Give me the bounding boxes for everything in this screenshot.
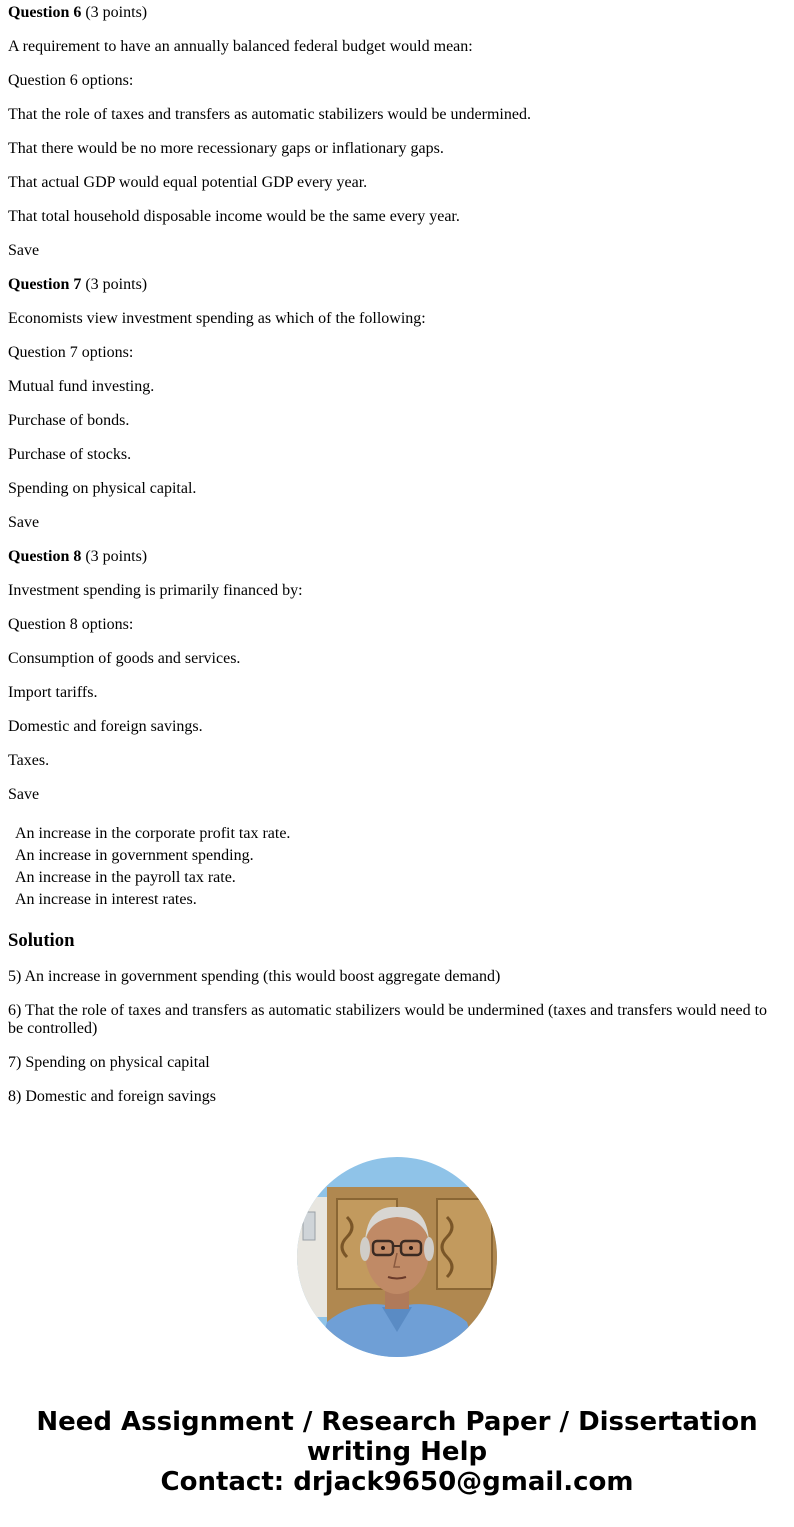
question-header [8, 4, 786, 22]
option-2[interactable]: Purchase of bonds. [8, 412, 130, 429]
save-button[interactable]: Save [8, 514, 40, 531]
options-label: Question 8 options: [8, 616, 134, 633]
option-4[interactable]: Spending on physical capital. [8, 480, 197, 497]
question-header [8, 276, 786, 294]
options-label: Question 7 options: [8, 344, 134, 361]
question-points: (3 points) [85, 4, 148, 21]
save-button[interactable]: Save [8, 242, 40, 259]
list-item: An increase in government spending. [15, 847, 254, 864]
promo-banner [0, 1407, 794, 1497]
option-2[interactable]: That there would be no more recessionary gaps or inflationary gaps. [8, 140, 444, 157]
question-header [8, 548, 786, 566]
question-number: Question 7 [8, 276, 82, 293]
option-3[interactable]: Domestic and foreign savings. [8, 718, 203, 735]
list-item: An increase in the payroll tax rate. [15, 869, 236, 886]
question-prompt: A requirement to have an annually balanced federal budget would mean: [8, 38, 473, 55]
option-3[interactable]: Purchase of stocks. [8, 446, 132, 463]
promo-line-1: Need Assignment / Research Paper / Dissertation [36, 1407, 758, 1437]
portrait-image [297, 1157, 497, 1357]
question-6 [8, 4, 786, 260]
question-points: (3 points) [85, 548, 148, 565]
option-4[interactable]: Taxes. [8, 752, 50, 769]
document-body [0, 4, 794, 1106]
question-number: Question 6 [8, 4, 82, 21]
solution-line: 8) Domestic and foreign savings [8, 1088, 216, 1105]
solution-section [8, 930, 786, 1106]
question-8 [8, 548, 786, 804]
options-label: Question 6 options: [8, 72, 134, 89]
question-prompt: Economists view investment spending as which of the following: [8, 310, 426, 327]
list-item: An increase in the corporate profit tax rate. [15, 825, 291, 842]
promo-line-2: writing Help [306, 1437, 488, 1467]
solution-line: 5) An increase in government spending (this would boost aggregate demand) [8, 968, 501, 985]
question-7 [8, 276, 786, 532]
save-button[interactable]: Save [8, 786, 40, 803]
option-1[interactable]: That the role of taxes and transfers as automatic stabilizers would be undermined. [8, 106, 531, 123]
solution-line: 6) That the role of taxes and transfers as automatic stabilizers would be undermined (taxes and transfers would need to be controlled) [8, 1002, 768, 1037]
option-4[interactable]: That total household disposable income would be the same every year. [8, 208, 460, 225]
option-3[interactable]: That actual GDP would equal potential GDP every year. [8, 174, 368, 191]
list-item: An increase in interest rates. [15, 891, 197, 908]
option-1[interactable]: Mutual fund investing. [8, 378, 155, 395]
question-number: Question 8 [8, 548, 82, 565]
solution-heading: Solution [8, 930, 75, 951]
author-avatar [297, 1157, 497, 1357]
promo-contact[interactable]: Contact: drjack9650@gmail.com [160, 1467, 634, 1497]
option-2[interactable]: Import tariffs. [8, 684, 98, 701]
solution-line: 7) Spending on physical capital [8, 1054, 210, 1071]
question-points: (3 points) [85, 276, 148, 293]
question-prompt: Investment spending is primarily financed by: [8, 582, 303, 599]
extra-option-list [8, 823, 786, 911]
option-1[interactable]: Consumption of goods and services. [8, 650, 241, 667]
